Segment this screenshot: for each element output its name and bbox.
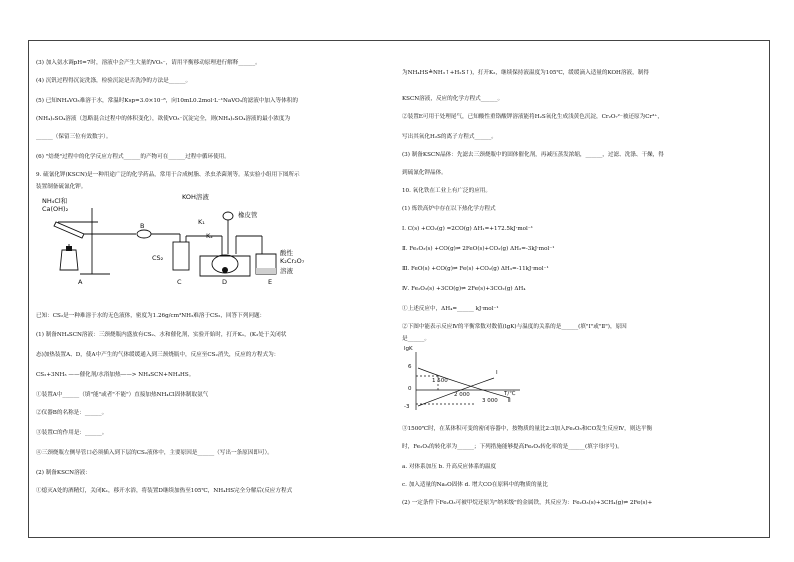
graph-curve1: Ⅰ [496, 370, 498, 376]
graph-xlabel: T/℃ [504, 391, 516, 397]
r-line-2: KSCN溶液，反应的化学方程式______。 [402, 96, 504, 102]
lgk-graph-drawing [404, 348, 524, 414]
label-a: A [78, 278, 83, 286]
q10-sub2b: 是______。 [402, 336, 430, 342]
graph-y6: 6 [408, 364, 412, 370]
q5-line-2: (NH₄)₂SO₄溶液（忽略混合过程中的体积变化），欲使VO₃⁻沉淀完全，则(NH₄)₂SO₄溶液的最小浓度为 [36, 116, 291, 122]
label-k1: K₁ [198, 218, 205, 226]
q10-title: 10. 氧化铁在工业上有广泛的应用。 [402, 188, 491, 194]
r-line-4: 写出其氧化H₂S的离子方程式______。 [402, 134, 497, 140]
graph-y-3: -3 [404, 404, 410, 410]
part2-line-1: ①熄灭A处的酒精灯，关闭K₁，移开水浴，将装置D继续加热至105℃，NH₄HS完全分解后(反应方程式 [36, 488, 293, 494]
sub-q1: ①装置A中______（填"能"或者"不能"）直接加热NH₄Cl固体制取氨气 [36, 392, 209, 398]
q9-intro-1: 9. 硫氰化钾(KSCN)是一种用途广泛的化学药品，常用于合成树脂、杀虫杀菌剂等。某实验小组用下图所示 [36, 172, 300, 178]
part1-line-1: (1) 制备NH₄SCN溶液：三颈烧瓶内盛放有CS₂、水和催化剂，实验开始时，打开K₁，(K₂处于关闭状 [36, 332, 287, 338]
q10-sub2: ②下图中能表示反应Ⅳ的平衡常数对数值(lgK)与温度的关系的是______(填"Ⅰ"或"Ⅱ")，原因 [402, 324, 627, 330]
label-b: B [140, 222, 145, 230]
graph-t2000: 2 000 [454, 392, 470, 398]
graph-y0: 0 [408, 386, 412, 392]
part1-line-2: 态)加热装置A、D，使A中产生的气体缓缓通入到三颈烧瓶中，反应至CS₂消失，反应的方程式为： [36, 352, 280, 358]
graph-curve2: Ⅱ [508, 398, 511, 404]
q10-part2: (2) 一定条件下Fe₂O₃可被甲烷还原为"纳米级"的金属铁，其反应为：Fe₂O₃(s)+3CH₄(g)⇌ 2Fe(s)+ [402, 500, 653, 506]
label-koh: KOH溶液 [182, 193, 209, 201]
q4-line: (4) 沉钒过程得沉淀洗涤，检验沉淀是否洗净的方法是______。 [36, 78, 192, 84]
option-ab: a. 对体系加压 b. 升高反应体系的温度 [402, 464, 497, 470]
q10-sub1: ①上述反应中，ΔH₄=______ kJ·mol⁻¹ [402, 306, 499, 312]
label-acid3: 溶液 [280, 267, 293, 275]
eq-4: Ⅳ. Fe₂O₃(s) +3CO(g)⇌ 2Fe(s)+3CO₂(g) ΔH₄ [402, 286, 526, 292]
label-rubber: 橡皮管 [238, 211, 258, 219]
q6-line: (6) "焙烧"过程中的化学反应方程式______的产物可在______过程中循环使用。 [36, 154, 230, 160]
r-line-3: ②装置E可用于处理尾气，已知酸性重铬酸钾溶液能将H₂S氧化生成浅黄色沉淀，Cr₂O₇²⁻被还原为Cr³⁺， [402, 114, 663, 120]
eq-3: Ⅲ. FeO(s) +CO(g)⇌ Fe(s) +CO₂(g) ΔH₃=-11kJ·mol⁻¹ [402, 266, 549, 272]
eq-2: Ⅱ. Fe₂O₃(s) +CO(g)⇌ 2FeO(s)+CO₂(g) ΔH₂=-3kJ·mol⁻¹ [402, 246, 555, 252]
label-c: C [177, 278, 182, 286]
label-acid2: K₂Cr₂O₇ [280, 257, 305, 265]
label-e: E [268, 278, 273, 286]
graph-t3000: 3 000 [482, 398, 498, 404]
sub-q4: ④三颈烧瓶左侧导管口必须插入到下层的CS₂液体中，主要原因是______（写出一条原因即可）。 [36, 450, 273, 456]
graph-ylabel: lgK [404, 346, 413, 352]
q10-part1: (1) 炼铁高炉中存在以下热化学方程式 [402, 206, 496, 212]
sub-q3: ③装置C的作用是：______。 [36, 430, 108, 436]
r-line-1: 为NH₄HS≜NH₃↑+H₂S↑)，打开K₂，继续保持液温度为105℃，缓缓滴入适量的KOH溶液，制得 [402, 70, 649, 76]
eq-1: Ⅰ. C(s) +CO₂(g) =2CO(g) ΔH₁=+172.5kJ·mol⁻¹ [402, 226, 534, 232]
q10-sub3-1: ③1500℃时，在某体积可变的密闭容器中，按物质的量比2:3加入Fe₂O₃和CO发生反应Ⅳ，则达平衡 [402, 426, 653, 432]
q5-line-1: (5) 已知NH₄VO₃难溶于水，常温时Ksp=3.0×10⁻⁸，向10mL0.2mol·L⁻¹NaVO₃的滤液中加入等体积的 [36, 98, 298, 104]
option-cd: c. 加入适量的Na₂O固体 d. 增大CO在原料中的物质的量比 [402, 482, 548, 488]
label-d: D [222, 278, 228, 286]
r-line-6: 到硫氰化钾晶体。 [402, 170, 447, 176]
q9-intro-2: 装置制备硫氰化钾。 [36, 184, 87, 190]
q10-sub3-2: 时，Fe₂O₃的转化率为______；下列措施能够提高Fe₂O₃转化率的是______(填字母序号)。 [402, 444, 623, 450]
graph-t1500: 1 500 [432, 378, 448, 384]
label-nh4cl: NH₄Cl和 [42, 197, 68, 205]
label-acid1: 酸性 [280, 249, 293, 257]
lgk-temperature-graph [404, 348, 524, 414]
part2-title: (2) 制备KSCN溶液： [36, 470, 91, 476]
label-cs2: CS₂ [152, 254, 164, 262]
q5-line-3: ______（保留三位有效数字）。 [36, 134, 112, 140]
reaction-eq: CS₂+3NH₃ ——催化剂/水浴加热——> NH₄SCN+NH₄HS。 [36, 372, 195, 378]
r-line-5: (3) 制备KSCN晶体：先滤去三颈烧瓶中的固体催化剂，再减压蒸发浓缩，______，过滤、洗涤、干燥，得 [402, 152, 664, 158]
q3-line: (3) 加入氨水调pH=7时，溶液中会产生大量的VO₃⁻，请用平衡移动原理进行解释______。 [36, 60, 261, 66]
sub-q2: ②仪器B的名称是：______。 [36, 410, 108, 416]
apparatus-diagram [40, 193, 390, 288]
known-info: 已知：CS₂是一种难溶于水的无色液体，密度为1.26g/cm³NH₃难溶于CS₂，回答下列问题： [36, 313, 266, 319]
apparatus-drawing [40, 196, 390, 288]
label-k2: K₂ [206, 232, 213, 240]
label-caoh2: Ca(OH)₂ [42, 205, 69, 213]
